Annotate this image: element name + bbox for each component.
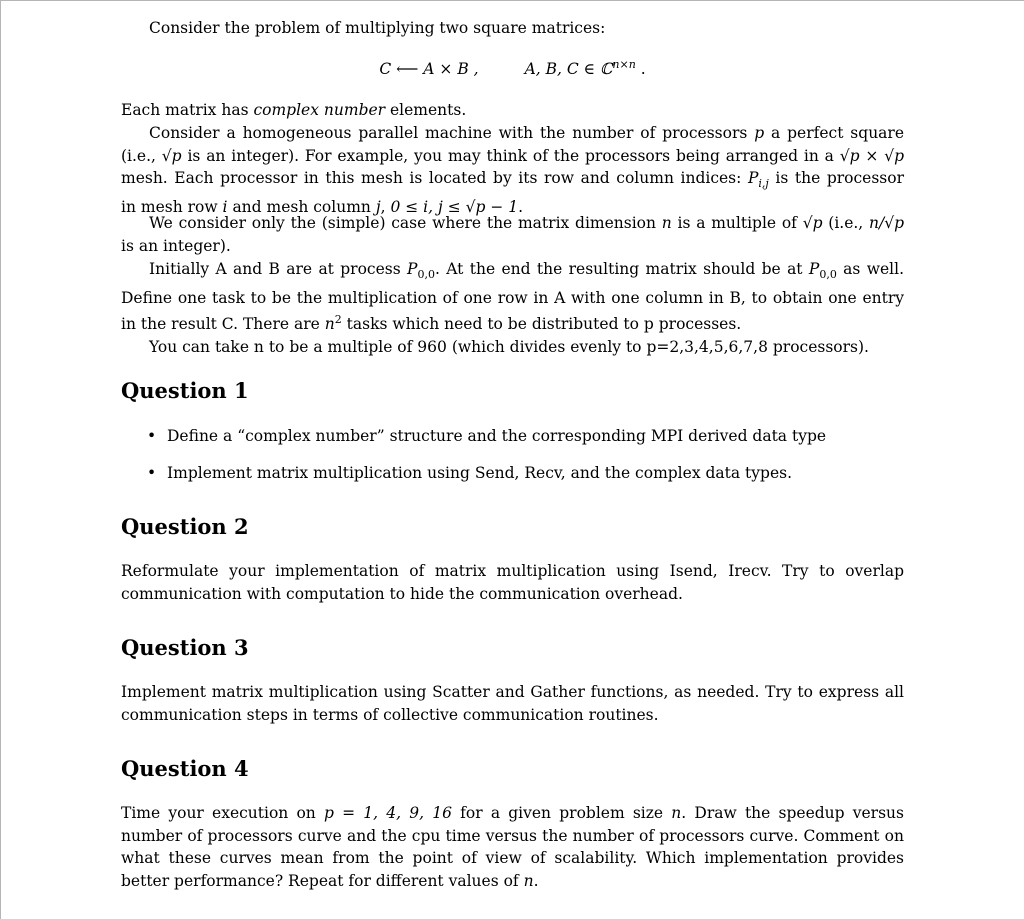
n-squared-sup: 2 [334, 313, 342, 327]
machine-text-2: a perfect square [764, 124, 904, 142]
question-1-heading: Question 1 [121, 378, 249, 403]
math-range: 0 ≤ i, j ≤ √p − 1 [390, 197, 519, 216]
n-multiple-text: You can take n to be a multiple of 960 (which divides evenly to p=2,3,4,5,6,7,8 processors). [149, 338, 869, 357]
machine-paragraph [121, 122, 904, 218]
question-1-bullet-2 [121, 462, 904, 485]
math-i: i [222, 197, 228, 216]
question-3-heading: Question 3 [121, 635, 249, 660]
initial-text-2: . At the end the resulting matrix should be at [434, 260, 809, 278]
elements-prefix: Each matrix has [121, 101, 254, 119]
bullet-icon: • [147, 427, 157, 445]
question-4-text [121, 802, 904, 892]
sqrt-p-1: √p [161, 146, 182, 165]
math-n-1: n [661, 214, 672, 232]
p-ij: P [747, 169, 759, 188]
result-text-2: tasks which need to be distributed to p processes. [341, 315, 742, 334]
q4-text-3: . Draw the speedup versus number of processors curve and the cpu time versus the number of processors curve. Comment on what these curves mean from the point of view of scalability. Which implementation provides better performance? Repeat for different values of [121, 804, 904, 890]
machine-p: p [754, 124, 765, 142]
initial-line-1 [121, 258, 904, 287]
machine-line2a: (i.e., [121, 146, 162, 165]
p00-a-sub: 0,0 [417, 268, 435, 282]
q4-text-end: . [533, 871, 539, 890]
q4-text-1: Time your execution on [121, 804, 324, 822]
sqrt-p-mesh: √p × √p [839, 146, 904, 165]
q4-n-end: n [523, 871, 534, 890]
elements-line [121, 99, 904, 122]
elements-suffix: elements. [385, 101, 467, 119]
machine-line4d: . [518, 197, 524, 216]
initial-text-1: Initially A and B are at process [149, 260, 408, 278]
q4-p-values: p = 1, 4, 9, 16 [323, 804, 452, 822]
task-line [121, 287, 904, 310]
p00-a: P [407, 260, 418, 278]
q4-text-2: for a given problem size [451, 804, 672, 822]
dimension-paragraph [121, 212, 904, 257]
initial-paragraph [121, 258, 904, 359]
dimension-text-3: (i.e., [822, 214, 869, 232]
equation-rhs: A, B, C ∈ ℂ [524, 60, 613, 79]
machine-line4a: in mesh row [121, 197, 223, 216]
machine-line-2 [121, 145, 904, 168]
bullet-1-text: Define a “complex number” structure and the corresponding MPI derived data type [167, 427, 827, 445]
intro-text: Consider the problem of multiplying two square matrices: [149, 19, 606, 37]
p00-b: P [808, 260, 820, 278]
dimension-line-2 [121, 235, 904, 258]
machine-line-3 [121, 167, 904, 196]
machine-text-1: Consider a homogeneous parallel machine with the number of processors [149, 124, 755, 142]
equation-rhs-sup: n×n [612, 58, 636, 71]
question-2-text: Reformulate your implementation of matrix multiplication using Isend, Irecv. Try to overlap communication with computation to hide the communication overhead. [121, 562, 904, 603]
machine-line4c: , [380, 197, 391, 216]
question-4-heading: Question 4 [121, 756, 249, 781]
dimension-text-1: We consider only the (simple) case where the matrix dimension [149, 214, 662, 232]
bullet-2-text: Implement matrix multiplication using Send, Recv, and the complex data types. [167, 463, 793, 482]
matrix-equation [121, 58, 904, 78]
question-1-list [121, 425, 904, 484]
dimension-text-2: is a multiple of [671, 214, 803, 232]
machine-line3b: is the processor [768, 169, 904, 188]
machine-line2b: is an integer). For example, you may think of the processors being arranged in a [181, 146, 840, 165]
equation-lhs: C ⟵ A × B , [379, 60, 479, 79]
machine-line-1 [121, 122, 904, 145]
result-line [121, 309, 904, 336]
question-2-heading: Question 2 [121, 514, 249, 539]
dimension-text-4: is an integer). [121, 236, 231, 255]
intro-line [121, 17, 904, 40]
elements-emphasis: complex number [253, 101, 386, 119]
math-j: j [375, 197, 381, 216]
question-3-text: Implement matrix multiplication using Scatter and Gather functions, as needed. Try to express all communication steps in terms of collective communication routines. [121, 683, 904, 724]
p00-b-sub: 0,0 [819, 268, 837, 282]
machine-line4b: and mesh column [227, 197, 376, 216]
p-ij-sub: i,j [758, 177, 769, 191]
dimension-line-1 [121, 212, 904, 235]
n-over-sqrt-p: n/√p [869, 214, 905, 232]
sqrt-p-2: √p [802, 214, 823, 232]
task-text: Define one task to be the multiplication of one row in A with one column in B, to obtain one entry [121, 288, 904, 307]
result-text-1: in the result C. There are [121, 315, 325, 334]
bullet-icon: • [147, 463, 157, 482]
n-squared: n [324, 315, 335, 334]
machine-line3: mesh. Each processor in this mesh is located by its row and column indices: [121, 169, 748, 188]
q4-n: n [671, 804, 682, 822]
question-1-bullet-1 [121, 425, 904, 448]
initial-text-3: as well. [836, 260, 904, 278]
equation-rhs-end: . [635, 60, 646, 79]
n-multiple-line [121, 336, 904, 359]
